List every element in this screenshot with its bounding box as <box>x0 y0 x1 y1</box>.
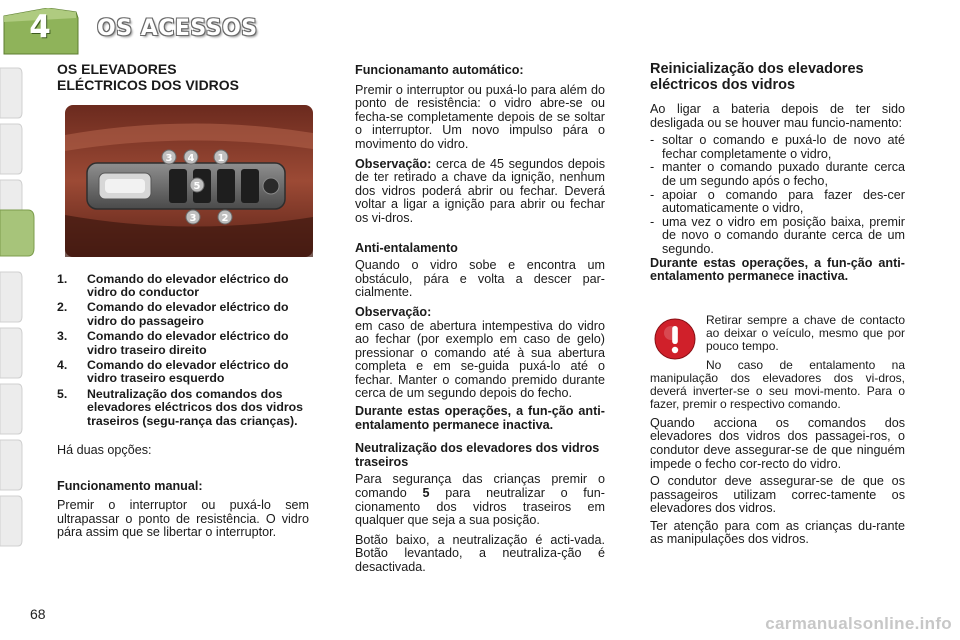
rear-neutralisation-title: Neutralização dos elevadores dos vidros traseiros <box>355 441 600 469</box>
auto-operation-title: Funcionamanto automático: <box>355 63 524 77</box>
callout-1: 1 <box>217 153 225 164</box>
anti-pinch-text: Quando o vidro sobe e encontra um obstáculo, pára e volta a descer par-cialmente. <box>355 258 605 300</box>
reinitialisation-title: Reinicialização dos elevadores eléctricos dos vidros <box>650 61 864 93</box>
callout-2: 2 <box>221 213 229 224</box>
callout-5: 5 <box>193 181 201 192</box>
auto-operation-text: Premir o interruptor ou puxá-lo para além do ponto de resistência: o vidro abre-se ou fecha-se completamente depois de se soltar o interruptor. Um novo impulso pára o movimento do vidro. <box>355 82 605 151</box>
reinitialisation-steps <box>650 134 905 256</box>
chapter-tab <box>0 328 22 378</box>
column-middle <box>355 64 605 575</box>
manual-operation-text: Premir o interruptor ou puxá-lo sem ultrapassar o ponto de resistência. O vidro pára assim que se libertar o interruptor. <box>57 498 309 540</box>
page-number: 68 <box>30 606 46 622</box>
callout-3-top: 3 <box>165 153 173 164</box>
section-title-window-lifts: OS ELEVADORES ELÉCTRICOS DOS VIDROS <box>57 61 240 93</box>
observation-2-label: Observação: <box>355 304 432 319</box>
warning-box <box>650 314 905 547</box>
callout-4: 4 <box>187 153 195 164</box>
reinitialisation-intro: Ao ligar a bateria depois de ter sido desligada ou se houver mau funcio-namento: <box>650 102 905 130</box>
warning-text-4: O condutor deve assegurar-se de que os passageiros utilizam correc-tamente os elevadores dos vidros. <box>650 474 905 516</box>
reinitialisation-warning: Durante estas operações, a fun-ção anti-entalamento permanece inactiva. <box>650 255 905 284</box>
chapter-number: 4 <box>29 9 51 45</box>
callout-3-bottom: 3 <box>189 213 197 224</box>
chapter-tab <box>0 496 22 546</box>
list-item: 3. Comando do elevador eléctrico do vidro traseiro direito <box>57 329 289 357</box>
observation-2-text: em caso de abertura intempestiva do vidro ao fechar (por exemplo em caso de gelo) pressionar o comando até à sua abertura completa e em se-guida puxá-lo até o fechar. Manter o comando premido durante cerca de um segundo depois do fecho. <box>355 318 605 401</box>
chapter-tab <box>0 68 22 118</box>
warning-icon <box>654 318 696 360</box>
list-item: 1. Comando do elevador eléctrico do vidro do conductor <box>57 271 289 299</box>
anti-pinch-warning: Durante estas operações, a fun-ção anti-entalamento permanece inactiva. <box>355 404 605 432</box>
door-controls-photo <box>65 105 313 257</box>
anti-pinch-title: Anti-entalamento <box>355 240 458 255</box>
chapter-tabs <box>0 60 36 580</box>
warning-text-3: Quando acciona os comandos dos elevadores dos vidros dos passagei-ros, o condutor deve assegurar-se de que ninguém impede o fecho cor-recto do vidro. <box>650 415 905 471</box>
column-left <box>57 62 309 540</box>
button-position-text: Botão baixo, a neutralização é acti-vada. Botão levantado, a neutraliza-ção é desactivada. <box>355 532 605 574</box>
options-text: Há duas opções: <box>57 443 152 458</box>
warning-text-1: Retirar sempre a chave de contacto ao deixar o veículo, mesmo que por pouco tempo. <box>706 312 905 353</box>
list-item: - apoiar o comando para fazer des-cer automaticamente o vidro, <box>650 187 905 216</box>
chapter-tab <box>0 440 22 490</box>
column-right <box>650 62 905 547</box>
chapter-tab <box>0 124 22 174</box>
list-item: - soltar o comando e puxá-lo de novo até fechar completamente o vidro, <box>650 133 905 161</box>
chapter-tab <box>0 272 22 322</box>
list-item: - uma vez o vidro em posição baixa, premir de novo o comando durante cerca de um segundo. <box>650 214 905 256</box>
warning-text-5: Ter atenção para com as crianças du-rante as manipulações dos vidros. <box>650 518 905 547</box>
chapter-tab <box>0 384 22 434</box>
chapter-title: OS ACESSOS <box>97 16 258 41</box>
warning-text-2: No caso de entalamento na manipulação dos elevadores dos vi-dros, deverá inverter-se o seu movi-mento. Para o fazer, premir o respectivo comando. <box>650 357 905 411</box>
chapter-tab-active <box>0 210 34 256</box>
controls-list <box>57 273 309 428</box>
watermark: carmanualsonline.info <box>765 614 952 633</box>
manual-operation-title: Funcionamento manual: <box>57 478 203 493</box>
list-item: 2. Comando do elevador eléctrico do vidro do passageiro <box>57 300 289 328</box>
list-item: 4. Comando do elevador eléctrico do vidro traseiro esquerdo <box>57 358 289 386</box>
observation-1: Observação: cerca de 45 segundos depois de ter retirado a chave da ignição, nenhum dos vidros poderá abrir ou fechar. Deverá voltar a ligar a ignição para abrir ou fechar os vi-dros. <box>355 156 605 225</box>
list-item: - manter o comando puxado durante cerca de um segundo após o fecho, <box>650 160 905 188</box>
list-item: 5. Neutralização dos comandos dos elevadores eléctricos dos dos vidros traseiros (segu-rança das crianças). <box>57 386 303 428</box>
rear-neutralisation-text: Para segurança das crianças premir o comando 5 para neutralizar o fun-cionamento dos vidros traseiros em qualquer que seja a sua posição. <box>355 472 605 528</box>
